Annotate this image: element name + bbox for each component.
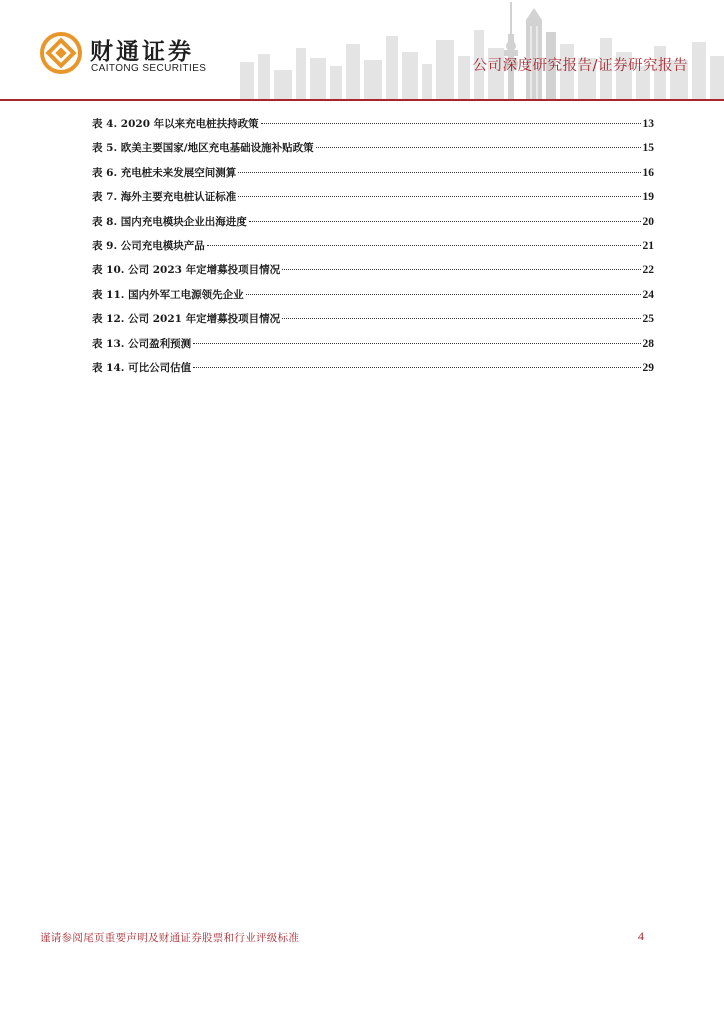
toc-entry-label: 表 11. 国内外军工电源领先企业 bbox=[92, 288, 244, 301]
disclaimer-note: 谨请参阅尾页重要声明及财通证券股票和行业评级标准 bbox=[40, 932, 300, 944]
table-list bbox=[92, 112, 654, 380]
toc-entry[interactable] bbox=[92, 356, 654, 380]
toc-entry[interactable] bbox=[92, 307, 654, 331]
toc-entry-page: 20 bbox=[642, 215, 654, 228]
toc-leader bbox=[207, 245, 641, 246]
toc-leader bbox=[261, 123, 641, 124]
toc-leader bbox=[246, 294, 641, 295]
logo-chinese-name: 财通证券 bbox=[90, 39, 194, 65]
toc-entry-label: 表 14. 可比公司估值 bbox=[92, 361, 192, 374]
toc-leader bbox=[249, 221, 641, 222]
toc-leader bbox=[316, 147, 641, 148]
caitong-logo-icon bbox=[40, 32, 82, 74]
toc-entry-label: 表 6. 充电桩未来发展空间测算 bbox=[92, 166, 237, 179]
toc-entry[interactable] bbox=[92, 234, 654, 258]
toc-leader bbox=[282, 318, 640, 319]
caitong-logo bbox=[40, 32, 225, 80]
toc-entry-page: 15 bbox=[642, 142, 654, 155]
header-divider bbox=[0, 99, 724, 101]
toc-entry-page: 21 bbox=[642, 239, 654, 252]
toc-leader bbox=[282, 269, 640, 270]
toc-entry-label: 表 8. 国内充电模块企业出海进度 bbox=[92, 215, 247, 228]
toc-entry-label: 表 13. 公司盈利预测 bbox=[92, 337, 192, 350]
toc-entry-page: 22 bbox=[642, 264, 654, 277]
toc-entry-page: 19 bbox=[642, 191, 654, 204]
toc-entry[interactable] bbox=[92, 258, 654, 282]
toc-leader bbox=[193, 343, 640, 344]
toc-entry-page: 28 bbox=[642, 337, 654, 350]
toc-entry-page: 29 bbox=[642, 361, 654, 374]
toc-entry[interactable] bbox=[92, 161, 654, 185]
city-skyline-graphic bbox=[230, 0, 724, 100]
toc-leader bbox=[238, 172, 640, 173]
toc-entry-label: 表 10. 公司 2023 年定增募投项目情况 bbox=[92, 264, 281, 277]
toc-entry-page: 24 bbox=[642, 288, 654, 301]
page-header bbox=[0, 0, 724, 106]
toc-entry-label: 表 12. 公司 2021 年定增募投项目情况 bbox=[92, 313, 281, 326]
toc-entry-label: 表 9. 公司充电模块产品 bbox=[92, 239, 205, 252]
logo-english-name: CAITONG SECURITIES bbox=[91, 63, 207, 74]
toc-entry-label: 表 7. 海外主要充电桩认证标准 bbox=[92, 191, 237, 204]
toc-entry[interactable] bbox=[92, 185, 654, 209]
toc-entry-page: 16 bbox=[642, 166, 654, 179]
toc-entry-label: 表 4. 2020 年以来充电桩扶持政策 bbox=[92, 118, 259, 130]
page-number: 4 bbox=[638, 929, 644, 943]
toc-entry[interactable] bbox=[92, 332, 654, 356]
toc-leader bbox=[238, 196, 640, 197]
report-type: 公司深度研究报告/证券研究报告 bbox=[472, 58, 688, 74]
toc-leader bbox=[193, 367, 640, 368]
toc-entry-page: 13 bbox=[642, 118, 654, 130]
toc-entry[interactable] bbox=[92, 283, 654, 307]
toc-entry[interactable] bbox=[92, 136, 654, 160]
toc-entry[interactable] bbox=[92, 210, 654, 234]
toc-entry-page: 25 bbox=[642, 313, 654, 326]
toc-entry[interactable] bbox=[92, 112, 654, 136]
toc-entry-label: 表 5. 欧美主要国家/地区充电基础设施补贴政策 bbox=[92, 142, 314, 155]
